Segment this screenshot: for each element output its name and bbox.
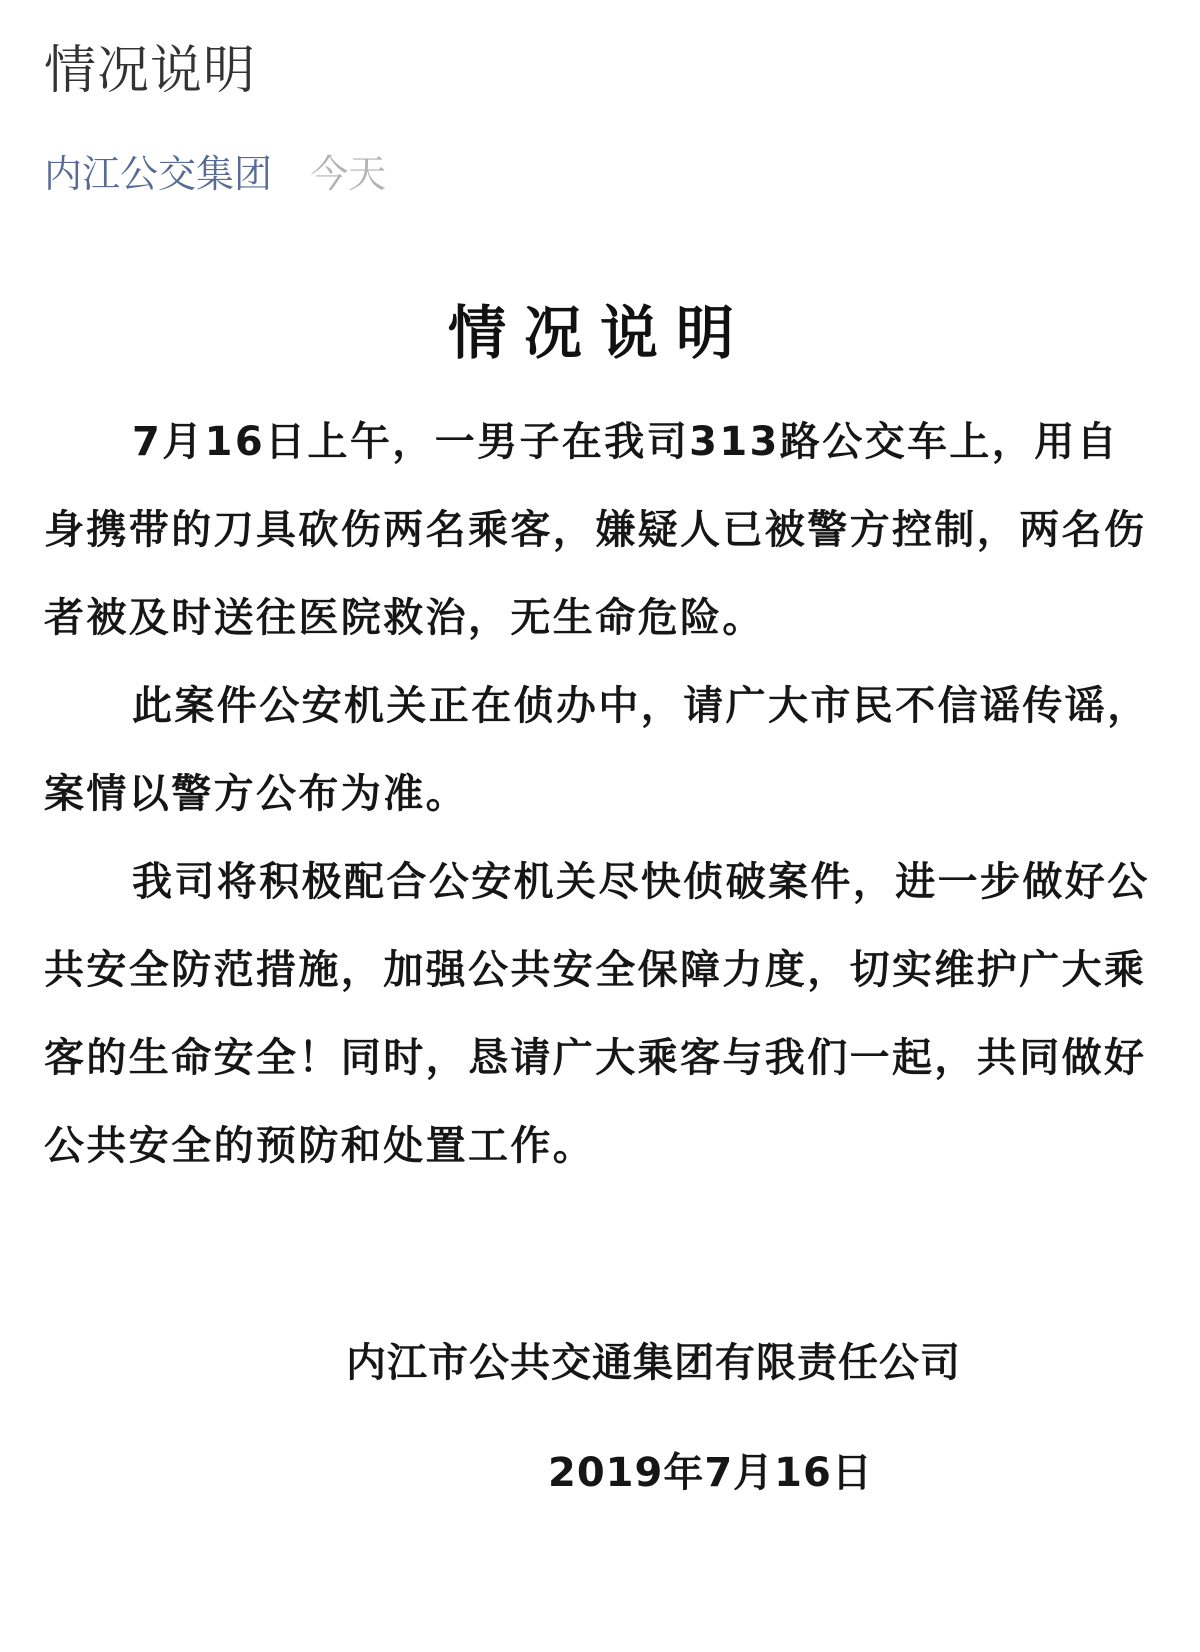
document-heading: 情况说明: [447, 299, 752, 367]
paragraph: 我司将积极配合公安机关尽快侦破案件，进一步做好公共安全防范措施，加强公共安全保障力度，切实维护广大乘客的生命安全！同时，恳请广大乘客与我们一起，共同做好公共安全的预防和处置工作。: [44, 859, 1150, 1169]
paragraph: 7月16日上午，一男子在我司313路公交车上，用自身携带的刀具砍伤两名乘客，嫌疑人已被警方控制，两名伤者被及时送往医院救治，无生命危险。: [44, 419, 1147, 641]
paragraph: 此案件公安机关正在侦办中，请广大市民不信谣传谣，案情以警方公布为准。: [44, 683, 1150, 817]
signature-date: 2019年7月16日: [548, 1450, 873, 1496]
article-title: 情况说明: [44, 41, 257, 101]
document-body: [44, 398, 1154, 1190]
signature-organization: 内江市公共交通集团有限责任公司: [346, 1340, 961, 1386]
account-name-link[interactable]: 内江公交集团: [44, 152, 273, 196]
article-meta: [44, 150, 386, 198]
publish-time: 今天: [310, 152, 387, 196]
